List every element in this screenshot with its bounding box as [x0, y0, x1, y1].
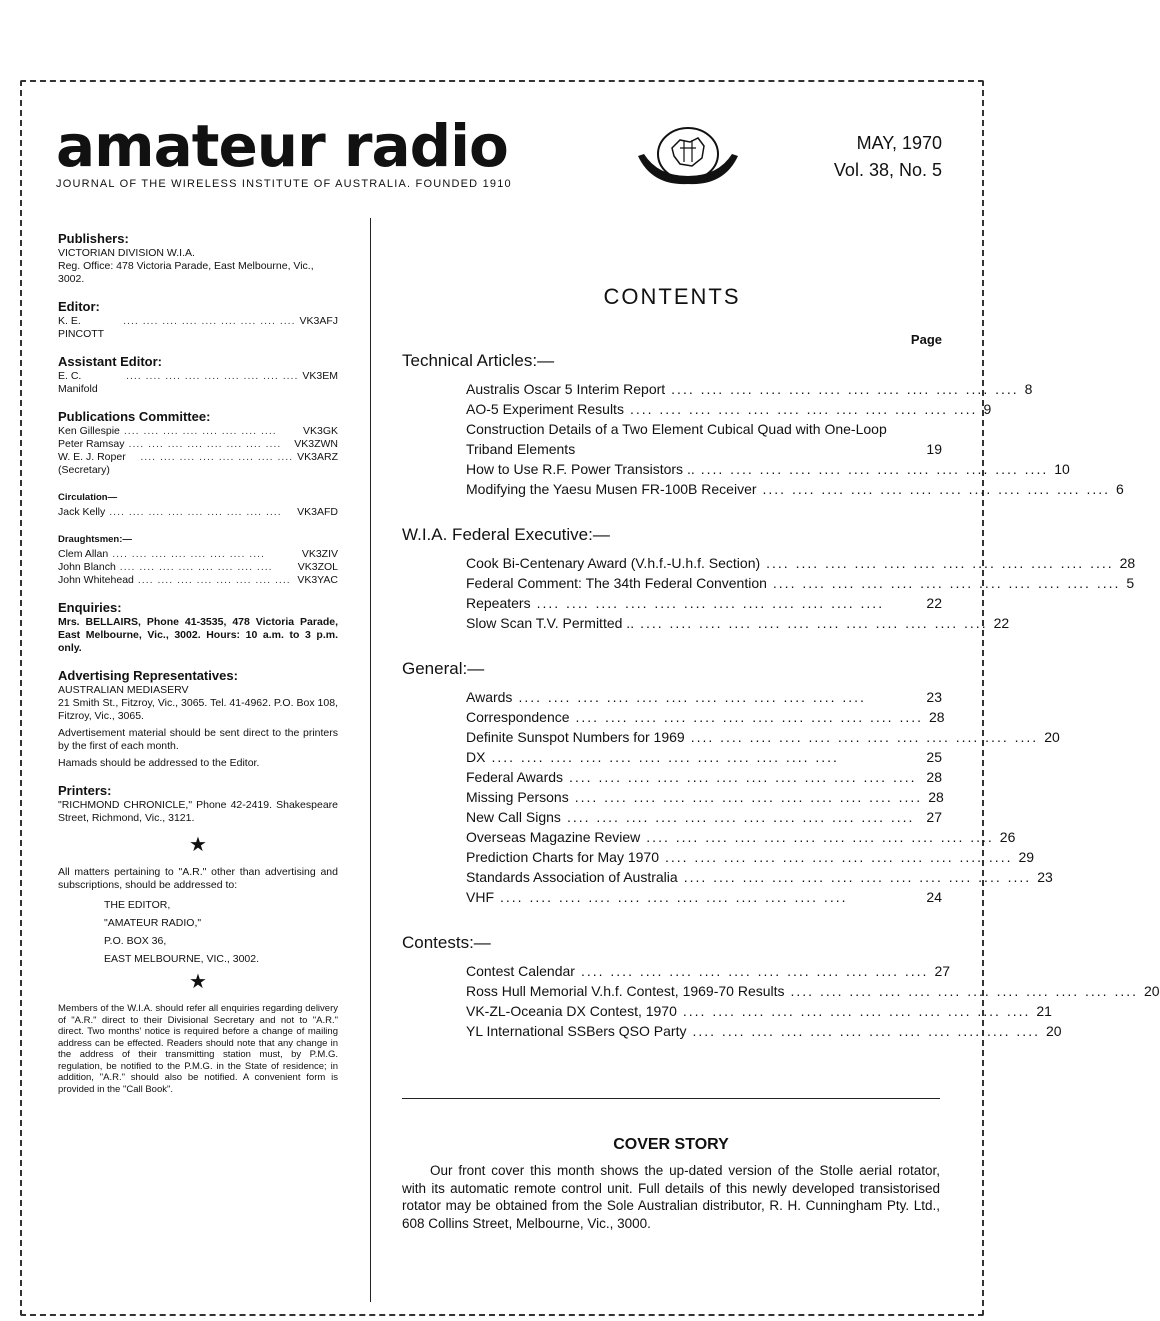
- enquiries-block: [58, 601, 338, 655]
- leader-dots: .... .... .... .... .... .... .... .... .... .... .... ....: [500, 889, 848, 905]
- circulation-name: Jack Kelly: [58, 506, 106, 518]
- entry-title: VHF: [466, 889, 494, 905]
- leader-dots: .... .... .... .... .... .... .... .... .... .... .... ....: [575, 709, 924, 725]
- tagline: JOURNAL OF THE WIRELESS INSTITUTE OF AUSTRALIA. FOUNDED 1910: [56, 178, 512, 190]
- committee-call: VK3ZWN: [294, 438, 338, 450]
- contents-entry[interactable]: [466, 479, 1124, 499]
- publishers-heading: Publishers:: [58, 231, 129, 246]
- entry-page-number: 20: [1144, 983, 1160, 999]
- circulation-heading: Circulation—: [58, 492, 118, 503]
- printers-text: "RICHMOND CHRONICLE," Phone 42-2419. Shakespeare Street, Richmond, Vic., 3121.: [58, 799, 338, 824]
- entry-title: AO-5 Experiment Results: [466, 401, 624, 417]
- circulation-block: [58, 491, 338, 519]
- section-heading: General:—: [402, 659, 485, 678]
- committee-row: Peter Ramsay .... .... .... .... .... .... .... .... VK3ZWN: [58, 438, 338, 450]
- advertising-heading: Advertising Representatives:: [58, 668, 238, 683]
- enquiries-heading: Enquiries:: [58, 600, 122, 615]
- address-line: EAST MELBOURNE, VIC., 3002.: [104, 953, 260, 965]
- entry-page-number: 28: [929, 709, 945, 725]
- contents-entry[interactable]: [466, 847, 1035, 867]
- entry-page-number: 25: [926, 749, 942, 765]
- draughtsmen-block: [58, 533, 338, 587]
- leader-dots: .... .... .... .... .... .... .... .... .... .... .... ....: [566, 809, 915, 825]
- editor-block: [58, 300, 338, 341]
- editor-name: K. E. PINCOTT: [58, 315, 105, 340]
- entry-page-number: 23: [1037, 869, 1053, 885]
- entry-title: Modifying the Yaesu Musen FR-100B Receiver: [466, 481, 757, 497]
- entry-title: New Call Signs: [466, 809, 561, 825]
- committee-name: Peter Ramsay: [58, 438, 125, 450]
- column-divider: [370, 218, 371, 1302]
- entry-title: DX: [466, 749, 486, 765]
- contents-entry[interactable]: [466, 593, 942, 613]
- editor-call: VK3AFJ: [299, 315, 338, 327]
- entry-title: Definite Sunspot Numbers for 1969: [466, 729, 685, 745]
- contents-entry[interactable]: [466, 573, 1135, 593]
- leader-dots: .... .... .... .... .... .... .... .... .... .... .... ....: [692, 1023, 1040, 1039]
- leader-dots: .... .... .... .... .... .... .... .... .... .... .... ....: [491, 749, 839, 765]
- draughtsman-name: Clem Allan: [58, 548, 109, 560]
- leader-dots: .... .... .... .... .... .... .... .... .... .... .... ....: [683, 869, 1032, 885]
- leader-dots: .... .... .... .... .... .... .... .... .... .... .... ....: [580, 963, 929, 979]
- contents-entry[interactable]: [466, 613, 1010, 633]
- contents-entry[interactable]: [466, 1001, 1052, 1021]
- entry-title: Ross Hull Memorial V.h.f. Contest, 1969-70 Results: [466, 983, 785, 999]
- contents-section: [402, 525, 1136, 633]
- contents-entry[interactable]: [466, 1021, 1062, 1041]
- cover-story-heading: COVER STORY: [613, 1136, 729, 1153]
- contents-entry[interactable]: [466, 981, 1160, 1001]
- address-line: THE EDITOR,: [104, 899, 171, 911]
- entry-title: Awards: [466, 689, 513, 705]
- committee-row: Ken Gillespie .... .... .... .... .... .... .... .... VK3GK: [58, 425, 338, 437]
- contents-sections: [402, 351, 1160, 1041]
- cover-story-text: Our front cover this month shows the up-dated version of the Stolle aerial rotator, with its automatic remote control unit. Full details of this newly developed transistorised rotator may be obtained from the Sole Australian distributor, R. H. Cunningham Pty. Ltd., 608 Collins Street, Melbourne, Vic., 3000.: [402, 1163, 940, 1231]
- leader-dots: .... .... .... .... .... .... .... .... .... .... .... ....: [671, 381, 1019, 397]
- contents-entry[interactable]: [466, 459, 1070, 479]
- entry-page-number: 28: [926, 769, 942, 785]
- contents-section: [402, 659, 1060, 907]
- editor-address-note: All matters pertaining to "A.R." other than advertising and subscriptions, should be addressed to:: [58, 866, 338, 891]
- publications-committee-block: [58, 410, 338, 477]
- contents-entry[interactable]: [466, 727, 1060, 747]
- entry-title: Overseas Magazine Review: [466, 829, 641, 845]
- draughtsmen-heading: Draughtsmen:—: [58, 534, 132, 545]
- entry-page-number: 5: [1126, 575, 1135, 591]
- members-note: Members of the W.I.A. should refer all enquiries regarding delivery of "A.R." direct to their Divisional Secretary and not to "A.R." direct. Two months' notice is required before a change of mailing address can be effected. Readers should note that any change in the address of their transmitting station must, by P.M.G. regulation, be notified to the P.M.G. in the State of residence; in addition, "A.R." should also be notified. A convenient form is provided in the "Call Book".: [58, 1003, 338, 1095]
- entry-page-number: 8: [1024, 381, 1033, 397]
- leader-dots: .... .... .... .... .... .... .... .... .... .... .... ....: [682, 1003, 1031, 1019]
- advertising-material-note: Advertisement material should be sent direct to the printers by the first of each month.: [58, 727, 338, 752]
- draughtsman-call: VK3ZIV: [301, 548, 338, 560]
- star-icon: ★: [189, 834, 207, 856]
- draughtsman-call: VK3ZOL: [297, 561, 338, 573]
- entry-page-number: 27: [934, 963, 951, 979]
- contents-entry[interactable]: [466, 767, 942, 787]
- leader-dots: .... .... .... .... .... .... .... .... .... .... .... ....: [640, 615, 988, 631]
- page-column-header: Page: [910, 332, 942, 347]
- committee-name: W. E. J. Roper (Secretary): [58, 451, 126, 476]
- draughtsman-row: John Whitehead .... .... .... .... .... .... .... .... VK3YAC: [58, 574, 338, 586]
- hamads-note: Hamads should be addressed to the Editor.: [58, 757, 260, 769]
- publishers-block: [58, 232, 338, 286]
- section-heading: W.I.A. Federal Executive:—: [402, 525, 610, 544]
- entry-page-number: 26: [999, 829, 1016, 845]
- entry-page-number: 23: [926, 689, 942, 705]
- assistant-editor-heading: Assistant Editor:: [58, 354, 163, 369]
- entry-page-number: 9: [983, 401, 992, 417]
- draughtsman-name: John Blanch: [58, 561, 116, 573]
- committee-call: VK3ARZ: [297, 451, 338, 463]
- contents-entry[interactable]: [466, 707, 945, 727]
- entry-page-number: 29: [1018, 849, 1035, 865]
- leader-dots: .... .... .... .... .... .... .... .... .... .... .... ....: [569, 769, 917, 785]
- contents-section: [402, 351, 1124, 499]
- issue-volume: Vol. 38, No. 5: [833, 160, 942, 180]
- contents-entry[interactable]: [466, 961, 951, 981]
- draughtsman-call: VK3YAC: [297, 574, 338, 586]
- leader-dots: .... .... .... .... .... .... .... .... .... .... .... ....: [762, 481, 1111, 497]
- draughtsman-row: John Blanch .... .... .... .... .... .... .... .... VK3ZOL: [58, 561, 338, 573]
- magazine-title: amateur radio: [56, 112, 508, 180]
- entry-page-number: 24: [926, 889, 942, 905]
- contents-title: CONTENTS: [603, 284, 741, 309]
- leader-dots: .... .... .... .... .... .... .... .... .... .... .... ....: [629, 401, 978, 417]
- section-heading: Technical Articles:—: [402, 351, 555, 370]
- publications-committee-heading: Publications Committee:: [58, 409, 211, 424]
- entry-page-number: 27: [926, 809, 942, 825]
- issue-date: MAY, 1970: [856, 133, 942, 153]
- assistant-editor-call: VK3EM: [302, 370, 338, 382]
- entry-page-number: 19: [926, 441, 942, 457]
- entry-title: YL International SSBers QSO Party: [466, 1023, 687, 1039]
- committee-call: VK3GK: [302, 425, 338, 437]
- printers-heading: Printers:: [58, 783, 112, 798]
- contents-entry[interactable]: [466, 687, 942, 707]
- entry-title: VK-ZL-Oceania DX Contest, 1970: [466, 1003, 677, 1019]
- entry-page-number: 10: [1054, 461, 1070, 477]
- entry-title: Repeaters: [466, 595, 531, 611]
- entry-page-number: 28: [928, 789, 944, 805]
- entry-title: Correspondence: [466, 709, 570, 725]
- contents-entry[interactable]: [466, 867, 1053, 887]
- committee-name: Ken Gillespie: [58, 425, 120, 437]
- entry-title: Missing Persons: [466, 789, 569, 805]
- leader-dots: .... .... .... .... .... .... .... .... .... .... .... ....: [690, 729, 1039, 745]
- advertising-block: [58, 669, 338, 770]
- contents-section: [402, 933, 1160, 1041]
- leader-dots: .... .... .... .... .... .... .... .... .... .... .... ....: [766, 555, 1114, 571]
- leader-dots: .... .... .... .... .... .... .... .... .... .... .... ....: [536, 595, 885, 611]
- entry-page-number: 28: [1119, 555, 1136, 571]
- draughtsman-row: Clem Allan .... .... .... .... .... .... .... .... VK3ZIV: [58, 548, 338, 560]
- contents-entry[interactable]: [466, 747, 942, 767]
- editor-address: [104, 896, 338, 968]
- leader-dots: .... .... .... .... .... .... .... .... .... .... .... ....: [772, 575, 1121, 591]
- entry-page-number: 20: [1044, 729, 1060, 745]
- entry-title: Australis Oscar 5 Interim Report: [466, 381, 666, 397]
- entry-page-number: 20: [1045, 1023, 1062, 1039]
- contents-entry[interactable]: [466, 887, 942, 907]
- entry-title: Contest Calendar: [466, 963, 575, 979]
- contents-entry[interactable]: [466, 787, 942, 807]
- contents-entry[interactable]: [466, 827, 1016, 847]
- publishers-office: Reg. Office: 478 Victoria Parade, East Melbourne, Vic., 3002.: [58, 260, 314, 285]
- circulation-call: VK3AFD: [297, 506, 338, 518]
- entry-page-number: 21: [1036, 1003, 1052, 1019]
- entry-title: Construction Details of a Two Element Cubical Quad with One-Loop Triband Elements: [466, 421, 887, 457]
- entry-title: Standards Association of Australia: [466, 869, 678, 885]
- assistant-editor-name: E. C. Manifold: [58, 370, 98, 395]
- left-column: [58, 232, 338, 1099]
- entry-title: Slow Scan T.V. Permitted ..: [466, 615, 635, 631]
- entry-page-number: 22: [993, 615, 1010, 631]
- circulation-row: Jack Kelly .... .... .... .... .... .... .... .... .... VK3AFD: [58, 506, 338, 518]
- entry-title: Federal Comment: The 34th Federal Convention: [466, 575, 767, 591]
- leader-dots: .... .... .... .... .... .... .... .... .... .... .... ....: [574, 789, 923, 805]
- wia-seal-icon: [632, 126, 744, 188]
- cover-story: [402, 1136, 940, 1232]
- entry-title: Cook Bi-Centenary Award (V.h.f.-U.h.f. Section): [466, 555, 761, 571]
- contents-entry[interactable]: [466, 553, 1136, 573]
- editor-heading: Editor:: [58, 299, 100, 314]
- leader-dots: .... .... .... .... .... .... .... .... .... .... .... ....: [646, 829, 994, 845]
- address-line: "AMATEUR RADIO,": [104, 917, 202, 929]
- issue-info: [800, 130, 942, 184]
- publishers-name: VICTORIAN DIVISION W.I.A.: [58, 247, 195, 259]
- address-line: P.O. BOX 36,: [104, 935, 167, 947]
- advertising-agency: AUSTRALIAN MEDIASERV: [58, 684, 189, 696]
- masthead: [56, 112, 512, 190]
- entry-title: Prediction Charts for May 1970: [466, 849, 659, 865]
- leader-dots: .... .... .... .... .... .... .... .... .... .... .... ....: [790, 983, 1139, 999]
- printers-block: [58, 784, 338, 825]
- contents-entry[interactable]: [466, 379, 1033, 399]
- editor-row: K. E. PINCOTT .... .... .... .... .... .... .... .... .... VK3AFJ: [58, 315, 338, 340]
- draughtsman-name: John Whitehead: [58, 574, 134, 586]
- contents-column: [402, 284, 1160, 1067]
- entry-page-number: 22: [926, 595, 942, 611]
- contents-entry[interactable]: [466, 807, 942, 827]
- leader-dots: .... .... .... .... .... .... .... .... .... .... .... ....: [664, 849, 1013, 865]
- enquiries-text: Mrs. BELLAIRS, Phone 41-3535, 478 Victoria Parade, East Melbourne, Vic., 3002. Hours: 10 a.m. to 3 p.m. only.: [58, 616, 338, 654]
- assistant-editor-row: E. C. Manifold .... .... .... .... .... .... .... .... .... VK3EM: [58, 370, 338, 395]
- leader-dots: .... .... .... .... .... .... .... .... .... .... .... ....: [700, 461, 1049, 477]
- leader-dots: .... .... .... .... .... .... .... .... .... .... .... ....: [518, 689, 866, 705]
- advertising-address: 21 Smith St., Fitzroy, Vic., 3065. Tel. 41-4962. P.O. Box 108, Fitzroy, Vic., 3065.: [58, 697, 338, 722]
- star-icon: ★: [189, 971, 207, 993]
- section-heading: Contests:—: [402, 933, 491, 952]
- committee-row: W. E. J. Roper (Secretary) .... .... .... .... .... .... .... .... VK3ARZ: [58, 451, 338, 476]
- entry-title: Federal Awards: [466, 769, 564, 785]
- entry-page-number: 6: [1116, 481, 1124, 497]
- entry-title: How to Use R.F. Power Transistors ..: [466, 461, 695, 477]
- assistant-editor-block: [58, 355, 338, 396]
- cover-divider: [402, 1098, 940, 1099]
- contents-entry[interactable]: [466, 399, 992, 419]
- contents-entry[interactable]: [466, 419, 942, 459]
